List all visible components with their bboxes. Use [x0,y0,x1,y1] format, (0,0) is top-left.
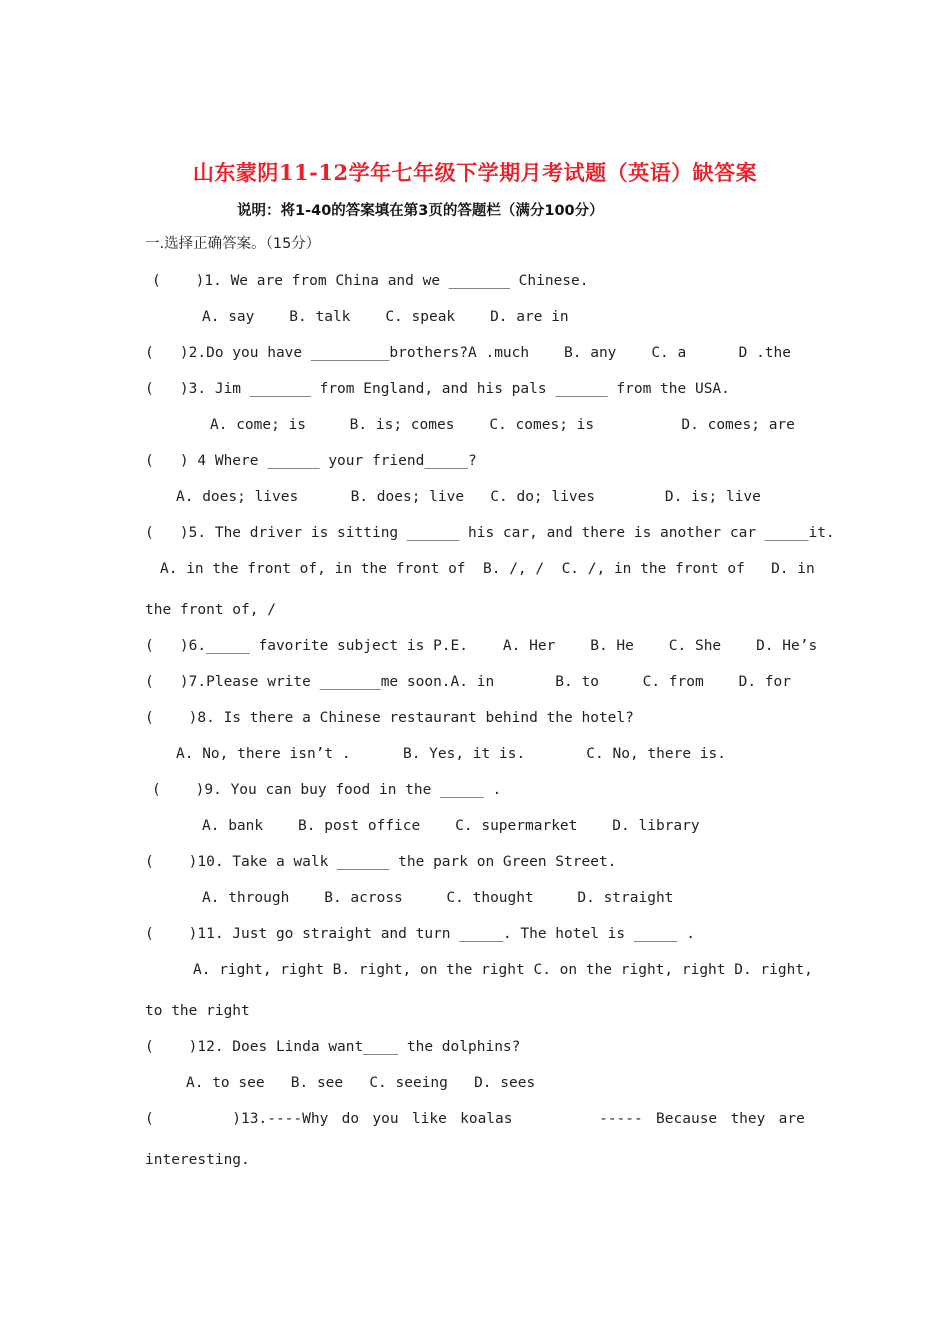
question-13-part: are [778,1111,805,1127]
question-12: ( )12. Does Linda want____ the dolphins? [145,1039,521,1055]
question-1-options: A. say B. talk C. speak D. are in [202,309,569,325]
question-9-options: A. bank B. post office C. supermarket D. library [202,818,700,834]
question-13-part: do [341,1111,360,1127]
question-5: ( )5. The driver is sitting ______ his car, and there is another car _____it. [145,525,835,541]
question-13 [145,1109,805,1129]
question-13-part: ( )13.----Why [145,1111,329,1127]
question-4-options: A. does; lives B. does; live C. do; lives D. is; live [176,489,761,505]
question-13-gap [526,1109,586,1129]
question-9: ( )9. You can buy food in the _____ . [152,782,502,798]
question-13-part: they [730,1111,766,1127]
question-8: ( )8. Is there a Chinese restaurant behind the hotel? [145,710,634,726]
question-5-options-cont: the front of, / [145,602,276,618]
question-3-options: A. come; is B. is; comes C. comes; is D. comes; are [210,417,795,433]
question-13-part: you [372,1111,399,1127]
question-10-options: A. through B. across C. thought D. straight [202,890,674,906]
exam-instructions: 说明：将1-40的答案填在第3页的答题栏（满分100分） [237,203,604,219]
question-13-part: koalas [460,1111,513,1127]
question-6: ( )6._____ favorite subject is P.E. A. Her B. He C. She D. He’s [145,638,818,654]
question-13-cont: interesting. [145,1152,250,1168]
question-13-part: ----- [599,1111,643,1127]
question-3: ( )3. Jim _______ from England, and his pals ______ from the USA. [145,381,730,397]
question-8-options: A. No, there isn’t . B. Yes, it is. C. No, there is. [176,746,726,762]
question-5-options: A. in the front of, in the front of B. /, / C. /, in the front of D. in [160,561,815,577]
exam-title: 山东蒙阴11-12学年七年级下学期月考试题（英语）缺答案 [192,160,758,185]
question-12-options: A. to see B. see C. seeing D. sees [186,1075,536,1091]
question-4: ( ) 4 Where ______ your friend_____? [145,453,477,469]
question-11-options: A. right, right B. right, on the right C. on the right, right D. right, [193,962,813,978]
question-7: ( )7.Please write _______me soon.A. in B. to C. from D. for [145,674,792,690]
question-13-part: Because [656,1111,718,1127]
question-11: ( )11. Just go straight and turn _____. The hotel is _____ . [145,926,695,942]
question-2: ( )2.Do you have _________brothers?A .much B. any C. a D .the [145,345,792,361]
question-11-options-cont: to the right [145,1003,250,1019]
section-heading: 一.选择正确答案。（15分） [145,236,321,252]
question-10: ( )10. Take a walk ______ the park on Green Street. [145,854,617,870]
question-1: ( )1. We are from China and we _______ Chinese. [152,273,589,289]
question-13-part: like [411,1111,447,1127]
